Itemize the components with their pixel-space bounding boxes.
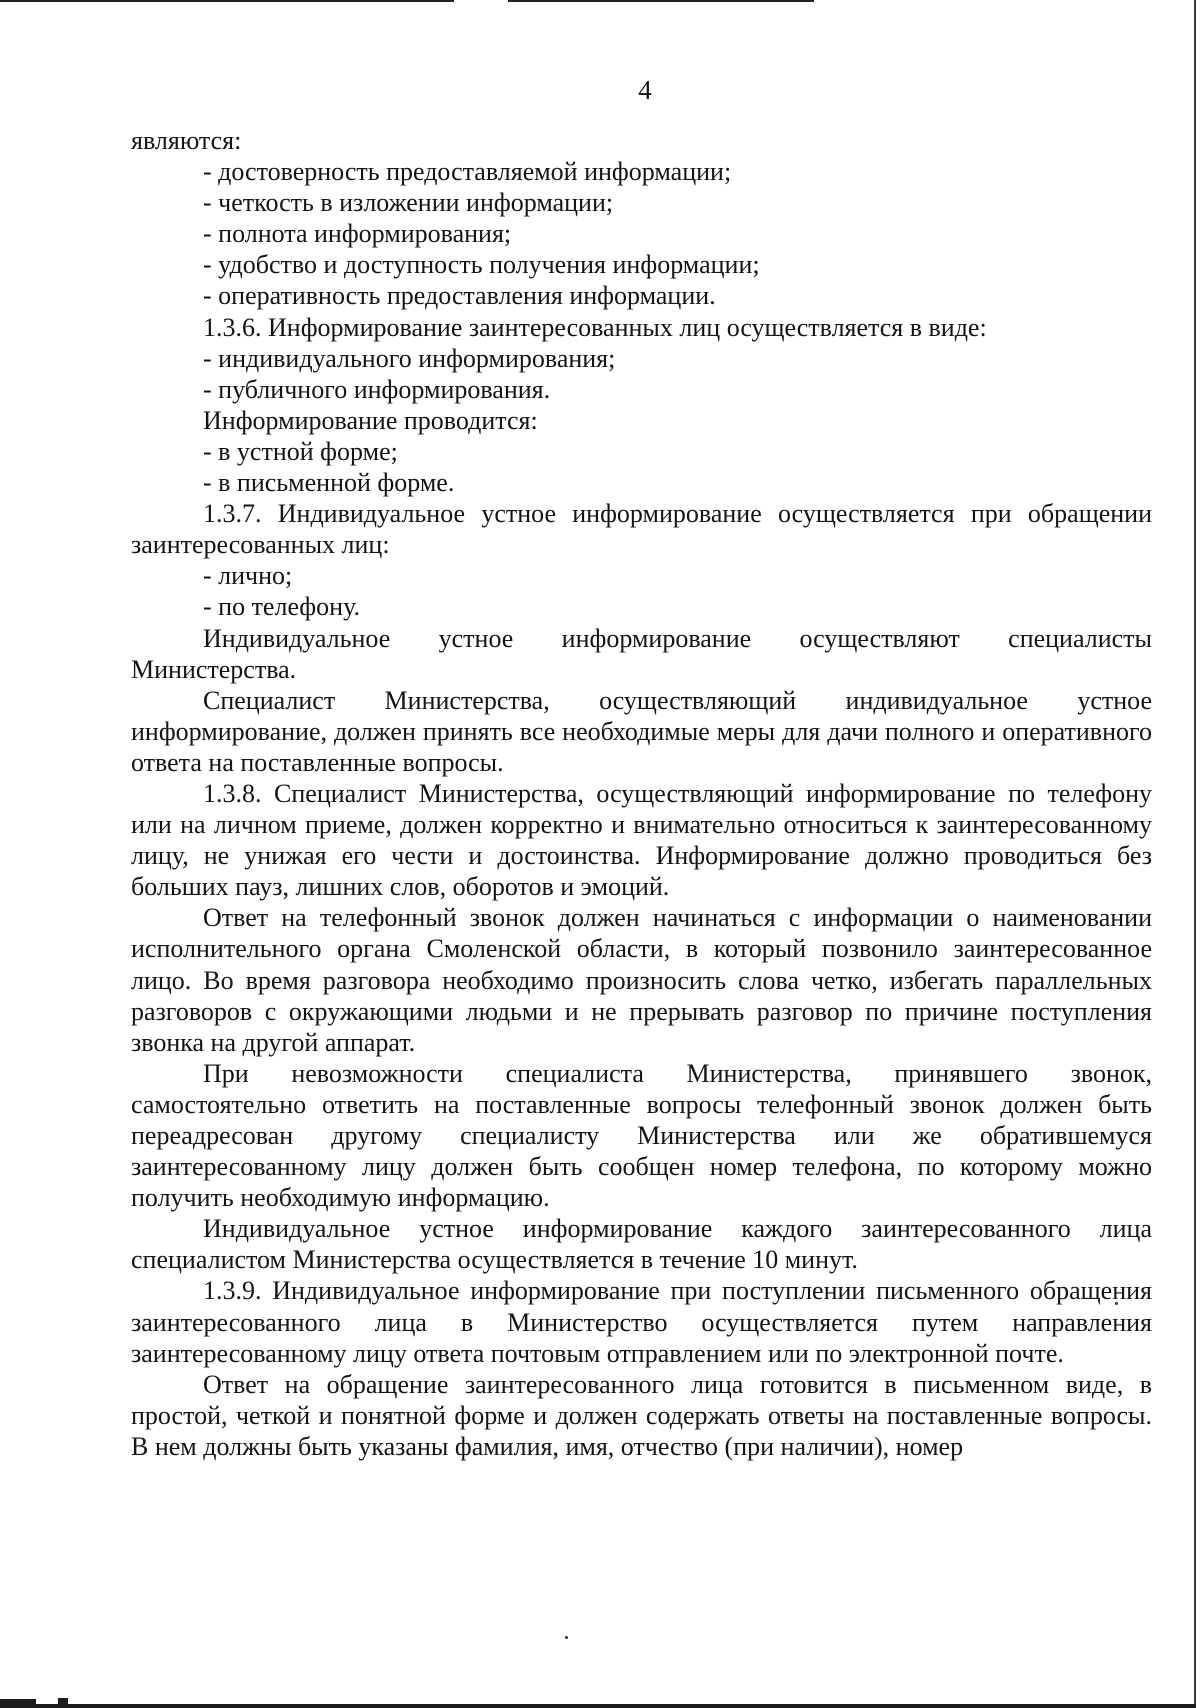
paragraph: - индивидуального информирования;: [203, 343, 616, 373]
paragraph: - в письменной форме.: [203, 468, 455, 498]
scan-mark: [58, 1698, 68, 1704]
paragraph: - лично;: [203, 561, 293, 591]
paragraph: - достоверность предоставляемой информации;: [203, 157, 732, 187]
paragraph: 1.3.9. Индивидуальное информирование при поступлении письменного обращения заинтересованного лица в Министерство осуществляется путем направления заинтересованному лицу ответа почтовым отправлением или по электронной почте.: [131, 1276, 1152, 1368]
document-body: [131, 125, 1152, 1462]
paragraph: Ответ на телефонный звонок должен начинаться с информации о наименовании исполнительного органа Смоленской области, в который позвонило заинтересованное лицо. Во время разговора необходимо произносить слова четко, избегать параллельных разговоров с окружающими людьми и не прерывать разговор по причине поступления звонка на другой аппарат.: [131, 903, 1152, 1057]
paragraph: При невозможности специалиста Министерства, принявшего звонок, самостоятельно ответить на поставленные вопросы телефонный звонок должен быть переадресован другому специалисту Министерства или же обратившемуся заинтересованному лицу должен быть сообщен номер телефона, по которому можно получить необходимую информацию.: [131, 1058, 1152, 1213]
paragraph: - публичного информирования.: [203, 374, 551, 404]
paragraph: 1.3.8. Специалист Министерства, осуществляющий информирование по телефону или на личном приеме, должен корректно и внимательно относиться к заинтересованному лицу, не унижая его чести и достоинства. Информирование должно проводиться без больших пауз, лишних слов, оборотов и эмоций.: [131, 778, 1152, 902]
paragraph: - оперативность предоставления информации.: [203, 281, 716, 311]
scan-mark: [0, 1699, 36, 1704]
paragraph: 1.3.6. Информирование заинтересованных лиц осуществляется в виде:: [203, 312, 987, 342]
paragraph: являются:: [131, 126, 242, 155]
scan-border-top: [508, 0, 588, 2]
paragraph: Информирование проводится:: [203, 405, 538, 435]
page-number: 4: [638, 75, 652, 105]
paragraph: - в устной форме;: [203, 436, 398, 466]
scan-border-top: [358, 0, 454, 2]
paragraph: - четкость в изложении информации;: [203, 188, 614, 218]
scan-border-bottom: [0, 1704, 1196, 1708]
paragraph: - по телефону.: [203, 592, 360, 622]
paragraph: Индивидуальное устное информирование осуществляют специалисты Министерства.: [131, 623, 1152, 684]
scan-speck: [565, 1636, 568, 1639]
paragraph: - удобство и доступность получения информации;: [203, 250, 760, 280]
scan-border-top: [586, 0, 814, 2]
paragraph: Специалист Министерства, осуществляющий индивидуальное устное информирование, должен принять все необходимые меры для дачи полного и оперативного ответа на поставленные вопросы.: [131, 685, 1152, 777]
paragraph: 1.3.7. Индивидуальное устное информирование осуществляется при обращении заинтересованных лиц:: [131, 499, 1152, 560]
paragraph: Ответ на обращение заинтересованного лица готовится в письменном виде, в простой, четкой и понятной форме и должен содержать ответы на поставленные вопросы. В нем должны быть указаны фамилия, имя, отчество (при наличии), номер: [131, 1369, 1152, 1461]
scan-border-top: [0, 0, 370, 2]
paragraph: - полнота информирования;: [203, 219, 512, 249]
scan-border-right: [1194, 0, 1196, 1708]
paragraph: Индивидуальное устное информирование каждого заинтересованного лица специалистом Министерства осуществляется в течение 10 минут.: [131, 1214, 1152, 1275]
